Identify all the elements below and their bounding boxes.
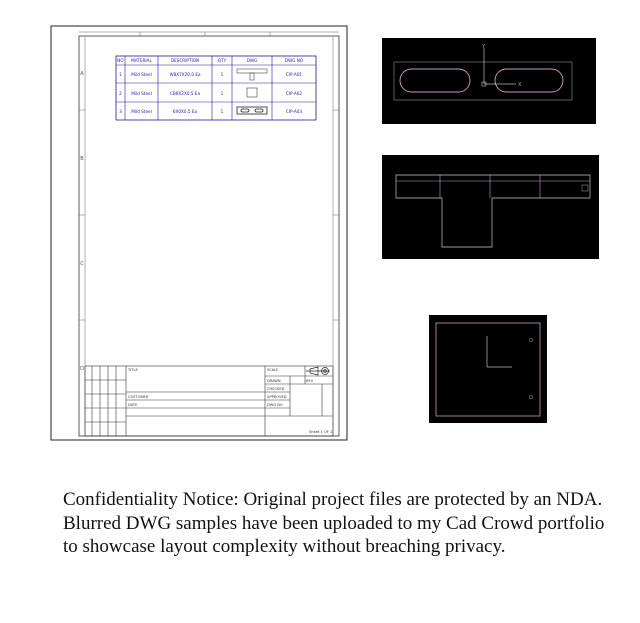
zone-label-a: A (80, 71, 84, 77)
bom-row-1-material: Mild Steel (131, 72, 152, 77)
bom-row-3-description: 6X0X0.5 Ea (172, 109, 198, 114)
sheet-outer-border (51, 26, 347, 440)
cad-view-square-plate (429, 315, 547, 423)
title-block-scale: SCALE (267, 368, 279, 372)
zone-label-d: D (80, 366, 84, 372)
title-block-rev: REV (306, 379, 314, 383)
bom-header-dwg: DWG (246, 58, 258, 63)
title-block-sheet: Sheet 1 OF 1 (309, 430, 333, 434)
bom-row-1-no: 1 (119, 72, 122, 77)
title-block-date: DATE (128, 403, 138, 407)
bom-header-description: DESCRIPTION (170, 58, 200, 63)
drawing-sheet (51, 26, 347, 440)
title-block-customer: CUSTOMER (128, 395, 149, 399)
x-axis-label: X (518, 82, 522, 88)
bom-header-qty: QTY (217, 58, 227, 63)
zone-label-c: C (80, 261, 84, 267)
bom-row-2-no: 2 (119, 91, 122, 96)
bom-row-1-qty: 1 (220, 72, 224, 77)
cad-view-t-section (382, 155, 599, 259)
title-block-checked: CHECKED (267, 387, 285, 391)
bom-row-2-dwg-no: CIP-A02 (285, 91, 303, 96)
cad-view-plate-slots (382, 38, 596, 124)
bom-row-2-material: Mild Steel (131, 91, 152, 96)
bom-row-1-description: W8X7X20.0 Ea (169, 72, 201, 77)
y-axis-label: Y (482, 44, 486, 50)
bom-row-3-material: Mild Steel (131, 109, 152, 114)
title-block-dwg-no: DWG NO (267, 403, 283, 407)
confidentiality-notice: Confidentiality Notice: Original project files are protected by an NDA. Blurred DWG samples have been uploaded to my Cad Crowd portfolio to showcase layout complexity without breaching privacy. (63, 489, 605, 557)
bom-row-2-qty: 1 (220, 91, 224, 96)
bom-row-3-no: 3 (119, 109, 122, 114)
bom-row-3-qty: 1 (220, 109, 224, 114)
bom-row-3-dwg-no: CIP-A03 (285, 109, 303, 114)
title-block-approved: APPROVED (267, 395, 287, 399)
bom-row-2-description: CB6X2X0.5 Ea (169, 91, 201, 96)
bom-row-1-dwg-no: CIP-A01 (285, 72, 303, 77)
title-block-title: TITLE (128, 368, 138, 372)
bom-header-material: MATERIAL (131, 58, 152, 63)
title-block-drawn: DRAWN (267, 379, 281, 383)
bom-header-dwg-no: DWG NO (284, 58, 304, 63)
zone-label-b: B (80, 156, 84, 162)
bom-header-no: NO (117, 58, 124, 63)
